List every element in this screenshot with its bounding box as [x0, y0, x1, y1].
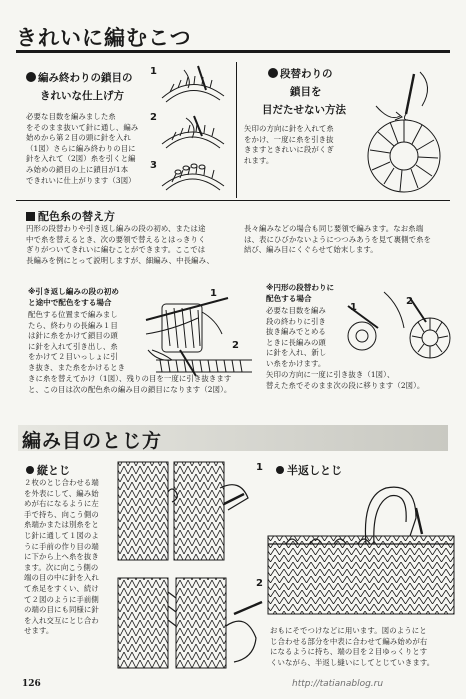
body-row-change: 矢印の方向に針を入れて糸 をかけ、一度に糸を引き抜 きますときれいに段がくぎ れます。	[244, 124, 334, 165]
heading-row-change-line3: 目だたせない方法	[262, 104, 346, 116]
heading-row-change-line2: 鎖目を	[290, 86, 322, 98]
fig-number: 3	[150, 160, 157, 171]
fig-number: 1	[150, 66, 157, 77]
body-turning-color-wide: きに糸を替えてかけ（1図）、残りの目を一度に引き抜きます と、この目は次の配色糸の編み目の鎖目になります（2図）。	[28, 374, 232, 394]
fig-number: 2	[150, 112, 157, 123]
fig-number: 1	[256, 462, 263, 473]
body-color-change-right: 長々編みなどの場合も同じ要領で編みます。なお糸端 は、表にひびかないようにつつみあうを見て裏側で糸を 結び、編み目にくぐらせて始末します。	[244, 224, 432, 255]
fig-number: 1	[210, 288, 217, 299]
body-turning-color: 配色する位置まで編みまし たら、終わりの長編み１目 は針に糸をかけて鎖目の頭 に針を入れて引き出し、糸 をかけて２目いっしょに引 き抜き、また糸をかけるとき	[28, 310, 126, 372]
color-change-illustration-2	[150, 346, 260, 382]
half-backstitch-illustration	[266, 478, 458, 618]
crochet-hook-icon	[26, 72, 36, 82]
heading-color-change: 配色糸の替え方	[26, 208, 115, 224]
heading-half-backstitch: 半返しとじ	[276, 462, 342, 478]
body-circular-color: 必要な目数を編み 段の終わりに引き 抜き編みでとめる ときに長編みの頭 に針を入れ、新し い糸をかけます。	[266, 306, 327, 368]
watermark-link: http://tatianablog.ru	[292, 679, 384, 689]
body-color-change: 円形の段替わりや引き返し編みの段の初め、または途 中で糸を替えるとき、次の要領で替えるとはっきりく ぎりがついてきれいに編むことができます。ここでは 長編みを例にとって説明しますが、細編み、中長編み、	[26, 224, 215, 265]
fig-number: 1	[350, 302, 357, 313]
page-number: 126	[22, 679, 41, 689]
circle-bullet-icon	[26, 466, 34, 474]
page-title: きれいに編むこつ	[16, 26, 192, 50]
fig-number: 2	[256, 578, 263, 589]
vertical-seam-illustration-2	[116, 572, 266, 672]
fig-number: 2	[406, 296, 413, 307]
heading-circular-color: ※円形の段替わりに 配色する場合	[266, 283, 335, 303]
crochet-hook-icon	[268, 68, 278, 78]
body-chain-finish: 必要な目数を編みました糸 をそのまま抜いて針に通し、編み 始めから第２目の頭に針を入れ （1図）さらに編み終わりの目に 針を入れて（2図）糸を引くと編 み始めの鎖目の上に鎖目が1本 できれいに仕上がります（3図）	[26, 112, 139, 185]
circle-bullet-icon	[276, 466, 284, 474]
body-circular-color-wide: 矢印の方向に一度に引き抜き（1図）、 替えた糸でそのまま次の段に移ります（2図）。	[266, 370, 425, 390]
circular-row-illustration	[356, 70, 460, 198]
heading-chain-finish-line2: きれいな仕上げ方	[40, 90, 124, 102]
heading-vertical-seam: 縦とじ	[26, 462, 70, 478]
heading-turning-color: ※引き返し編みの段の初め と途中で配色をする場合	[28, 287, 119, 307]
column-divider	[236, 62, 237, 198]
circular-color-illustration	[344, 288, 458, 370]
body-half-backstitch: おもにそでつけなどに用います。図のようにと じ合わせる部分を中表に合わせて編み始めが右 になるように持ち、端の目を２目ゆっくりとす くいながら、半返し縫いにしてとじていきます。	[270, 626, 435, 667]
title-rule	[16, 50, 450, 53]
heading-row-change: 段替わりの	[268, 66, 333, 83]
square-bullet-icon	[26, 212, 35, 221]
section1-bottom-rule	[16, 200, 450, 201]
fig-number: 2	[232, 340, 239, 351]
section-title-seaming: 編み目のとじ方	[22, 430, 163, 452]
vertical-seam-illustration-1	[116, 458, 252, 564]
body-vertical-seam: ２枚のとじ合わせる端 を外表にして、編み始 めが右になるように左 手で持ち、向こう側の 糸端かまたは別糸をと じ針に通して１図のよ うに手前の作り目の端 に下から上へ糸を抜き ます。次に向こう側の 端の目の中に針を入れ て糸足をすくい、続け て２図のように手前側 の端の目にも同様に針 を入れ交互にとじ合わ せます。	[24, 478, 99, 636]
heading-chain-finish: 編み終わりの鎖目の	[26, 70, 133, 87]
chain-finish-illustration	[158, 62, 228, 194]
